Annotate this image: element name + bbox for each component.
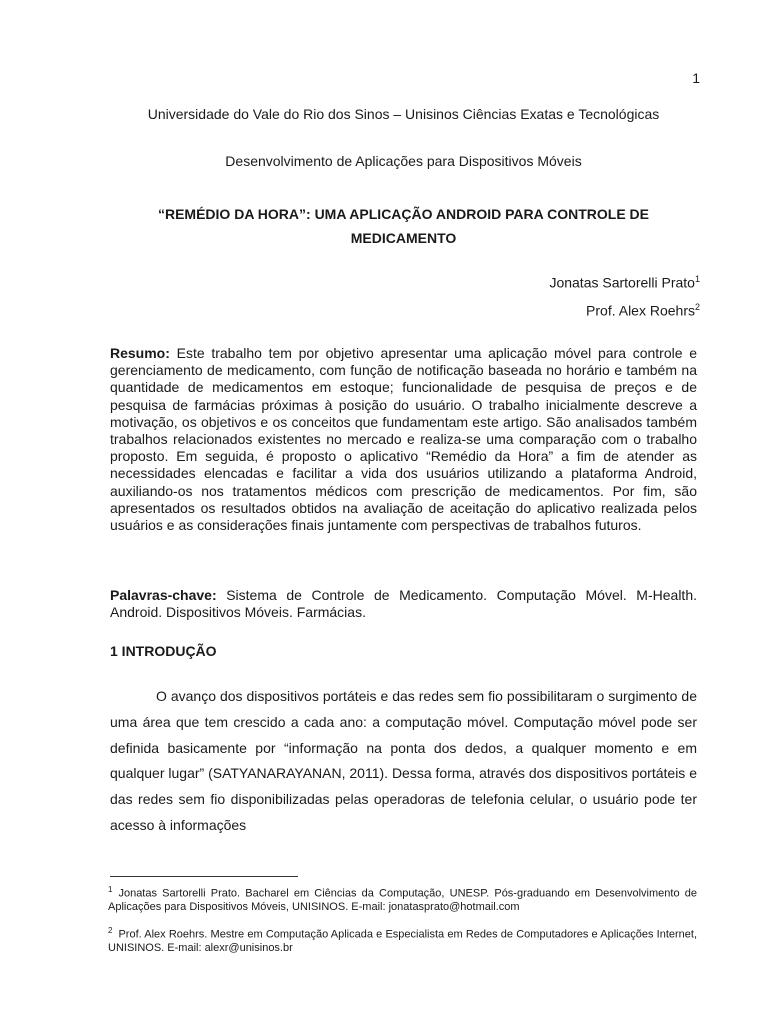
keywords (110, 587, 697, 621)
abstract-label: Resumo: (110, 345, 170, 361)
author-name: Prof. Alex Roehrs (586, 302, 695, 319)
paper-title: “REMÉDIO DA HORA”: UMA APLICAÇÃO ANDROID PARA CONTROLE DE MEDICAMENTO (157, 206, 650, 246)
author-2 (586, 302, 700, 319)
author-name: Jonatas Sartorelli Prato (549, 274, 695, 291)
intro-paragraph: O avanço dos dispositivos portáteis e das redes sem fio possibilitaram o surgimento de uma área que tem crescido a cada ano: a computação móvel. Computação móvel pode ser definida basicamente por “informação na ponta dos dedos, a qualquer momento e em qualquer lugar” (SATYANARAYANAN, 2011). Dessa forma, através dos dispositivos portáteis e das redes sem fio disponibilizadas pelas operadoras de telefonia celular, o usuário pode ter acesso à informações (110, 688, 697, 833)
section-heading: 1 INTRODUÇÃO (110, 643, 217, 659)
course-name: Desenvolvimento de Aplicações para Dispositivos Móveis (225, 153, 582, 169)
author-1 (549, 274, 700, 291)
footnote-marker: 2 (108, 926, 113, 935)
footnote-1 (108, 883, 697, 914)
abstract (110, 345, 697, 534)
institution-name: Universidade do Vale do Rio dos Sinos – Unisinos Ciências Exatas e Tecnológicas (147, 106, 660, 122)
page-number: 1 (692, 70, 700, 86)
abstract-text: Este trabalho tem por objetivo apresentar uma aplicação móvel para controle e gerenciamento de medicamento, com função de notificação baseada no horário e também na quantidade de medicamentos em estoque; funcionalidade de pesquisa de preços e de pesquisa de farmácias próximas à posição do usuário. O trabalho inicialmente descreve a motivação, os objetivos e os conceitos que fundamentam este artigo. São analisados também trabalhos relacionados existentes no mercado e realiza-se uma comparação com o trabalho proposto. Em seguida, é proposto o aplicativo “Remédio da Hora” a fim de atender as necessidades elencadas e facilitar a vida dos usuários utilizando a plataforma Android, auxiliando-os nos tratamentos médicos com prescrição de medicamentos. Por fim, são apresentados os resultados obtidos na avaliação de aceitação do aplicativo realizada pelos usuários e as considerações finais juntamente com perspectivas de trabalhos futuros. (110, 345, 697, 534)
footnote-marker: 1 (108, 885, 113, 894)
footnote-marker: 1 (694, 274, 700, 284)
footnote-2 (108, 924, 697, 955)
keywords-label: Palavras-chave: (110, 587, 217, 603)
footnote-text: Jonatas Sartorelli Prato. Bacharel em Ciências da Computação, UNESP. Pós-graduando em Desenvolvimento de Aplicações para Dispositivos Móveis, UNISINOS. E-mail: jonatasprato@hotmail.com (108, 887, 697, 914)
footnote-divider (110, 876, 298, 877)
keywords-text: Sistema de Controle de Medicamento. Computação Móvel. M-Health. Android. Dispositivos Móveis. Farmácias. (110, 587, 697, 621)
footnote-marker: 2 (694, 302, 700, 312)
footnote-text: Prof. Alex Roehrs. Mestre em Computação Aplicada e Especialista em Redes de Computadores e Aplicações Internet, UNISINOS. E-mail: alexr@unisinos.br (108, 928, 697, 955)
